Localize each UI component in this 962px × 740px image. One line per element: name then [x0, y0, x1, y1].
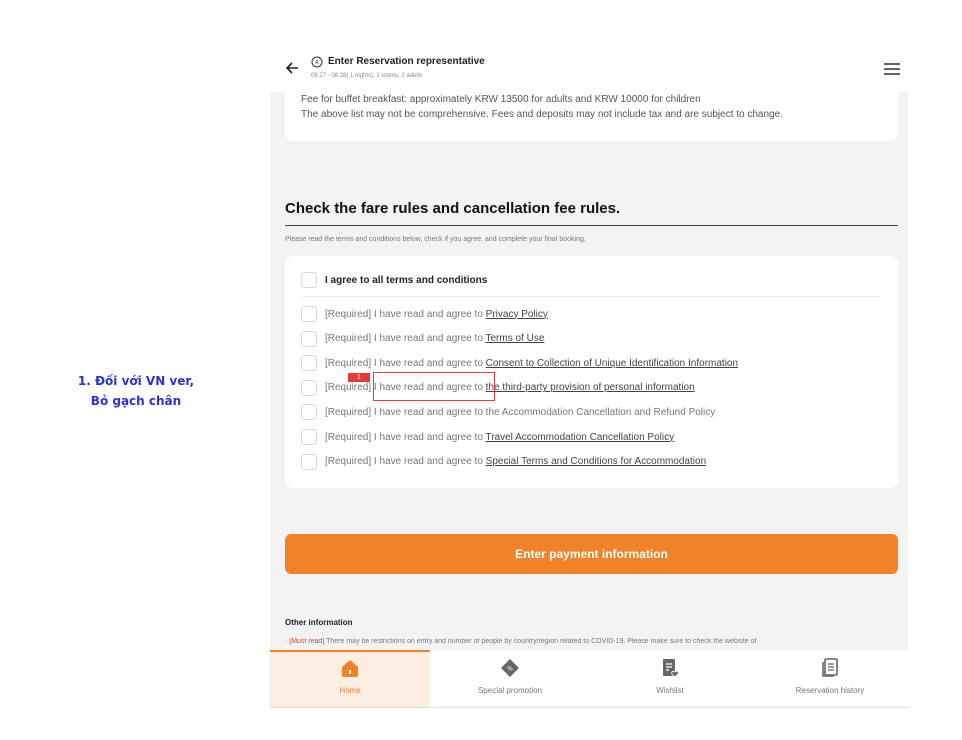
- tag-icon: [500, 658, 520, 678]
- term-link[interactable]: Terms of Use: [485, 333, 545, 345]
- term-row[interactable]: [301, 380, 695, 396]
- term-checkbox[interactable]: [301, 355, 317, 371]
- home-icon: [340, 658, 360, 678]
- term-row[interactable]: [301, 355, 738, 371]
- term-label: [325, 309, 548, 320]
- highlight-badge: 1: [348, 373, 370, 382]
- reservation-icon: [311, 56, 323, 68]
- agree-all-label: I agree to all terms and conditions: [325, 274, 488, 286]
- tab-special-promotion-label: Special promotion: [477, 686, 543, 695]
- tab-reservation-history[interactable]: [750, 650, 908, 708]
- term-label: [325, 456, 706, 467]
- term-link[interactable]: Special Terms and Conditions for Accommodation: [485, 456, 707, 468]
- tab-wishlist-label: Wishlist: [656, 686, 684, 695]
- svg-text:%: %: [507, 665, 513, 673]
- enter-payment-button[interactable]: Enter payment information: [285, 534, 898, 574]
- svg-text:R: R: [315, 60, 319, 66]
- must-read-label: [Must read]: [289, 638, 325, 645]
- term-link[interactable]: Consent to Collection of Unique Identification Information: [485, 357, 739, 369]
- term-checkbox[interactable]: [301, 404, 317, 420]
- tab-home-label: Home: [339, 686, 361, 695]
- term-row[interactable]: [301, 429, 674, 445]
- screen-bottom-border: [270, 707, 908, 708]
- section-title: Check the fare rules and cancellation fee rules.: [285, 200, 621, 217]
- term-link[interactable]: Privacy Policy: [485, 308, 548, 320]
- term-row[interactable]: [301, 331, 544, 347]
- annotation-line-2: Bỏ gạch chân: [90, 394, 182, 408]
- app-screen: [270, 44, 908, 708]
- term-checkbox[interactable]: [301, 454, 317, 470]
- term-row[interactable]: [301, 306, 548, 322]
- term-checkbox[interactable]: [301, 306, 317, 322]
- agree-all-checkbox[interactable]: [301, 272, 317, 288]
- fee-info-line-1: Fee for buffet breakfast: approximately KRW 13500 for adults and KRW 10000 for children: [301, 94, 701, 105]
- other-info-title: Other information: [285, 618, 353, 627]
- term-row[interactable]: [301, 454, 706, 470]
- term-checkbox[interactable]: [301, 429, 317, 445]
- section-divider: [285, 225, 898, 226]
- stay-summary: 08.27 - 08.28( 1 nights), 1 rooms, 2 adults: [311, 73, 423, 79]
- tab-wishlist[interactable]: [590, 650, 750, 708]
- page-title: Enter Reservation representative: [328, 56, 485, 67]
- top-header: [270, 44, 908, 92]
- fee-info-card: [285, 92, 898, 141]
- term-prefix: [Required] I have read and agree to: [325, 456, 486, 468]
- terms-divider: [301, 296, 881, 297]
- term-checkbox[interactable]: [301, 380, 317, 396]
- annotation-line-1: 1. Đối với VN ver,: [77, 374, 195, 388]
- term-prefix: [Required] I have read and agree to: [325, 333, 486, 345]
- agree-all-row[interactable]: [301, 272, 487, 288]
- fee-info-line-2: The above list may not be comprehensive. Fees and deposits may not include tax and are subject to change.: [301, 109, 783, 120]
- tab-special-promotion[interactable]: [430, 650, 590, 708]
- term-prefix: [Required] I have read and agree to: [325, 431, 486, 443]
- hamburger-menu-icon[interactable]: [884, 63, 900, 75]
- tab-reservation-history-label: Reservation history: [795, 686, 865, 695]
- term-row[interactable]: [301, 404, 715, 420]
- term-link[interactable]: the third-party provision of personal information: [485, 382, 695, 394]
- term-prefix: [Required] I have read and agree to: [325, 357, 486, 369]
- term-checkbox[interactable]: [301, 331, 317, 347]
- bottom-tab-bar: [270, 650, 908, 708]
- term-label: [325, 407, 715, 418]
- other-info-body: There may be restrictions on entry and number of people by country/region related to COVID-19. Please make sure to check the website of: [324, 638, 757, 645]
- highlight-box: [373, 372, 495, 401]
- review-annotation: [50, 371, 222, 411]
- back-arrow-icon[interactable]: [284, 60, 300, 76]
- tab-home[interactable]: [270, 650, 430, 708]
- term-link[interactable]: Travel Accommodation Cancellation Policy: [485, 431, 675, 443]
- wishlist-icon: [660, 658, 680, 678]
- term-prefix: [Required] I have read and agree to: [325, 308, 486, 320]
- term-label: [325, 432, 674, 443]
- history-icon: [820, 658, 840, 678]
- bullet: ·: [285, 638, 290, 645]
- other-info-text: [285, 638, 908, 645]
- term-label: [325, 333, 544, 344]
- term-prefix: [Required] I have read and agree to the Accommodation Cancellation and Refund Policy: [325, 406, 716, 418]
- term-prefix: [Required] I have read and agree to: [325, 382, 486, 394]
- term-label: [325, 358, 738, 369]
- section-note: Please read the terms and conditions below, check if you agree, and complete your final booking.: [285, 236, 586, 243]
